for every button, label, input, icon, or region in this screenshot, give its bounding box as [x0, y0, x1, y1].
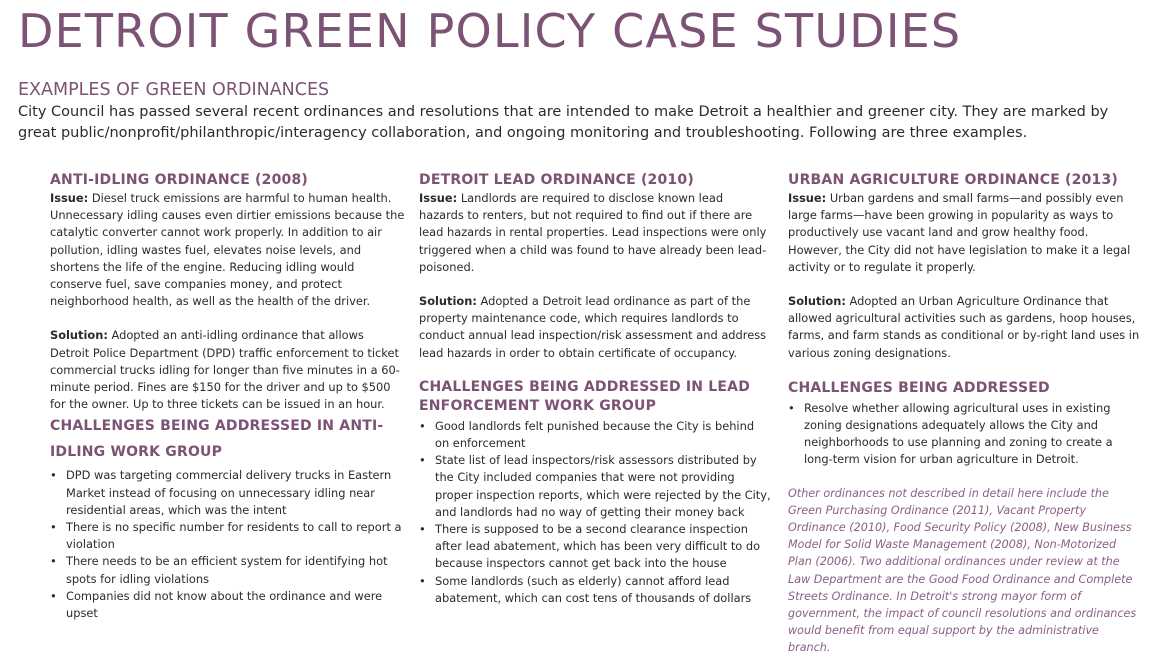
- list-item: • There is no specific number for residents to call to report a violation: [50, 519, 406, 553]
- solution-label: Solution:: [419, 294, 477, 309]
- solution-label: Solution:: [788, 294, 846, 309]
- section-subtitle: EXAMPLES OF GREEN ORDINANCES: [18, 80, 330, 100]
- urban-agriculture-heading: URBAN AGRICULTURE ORDINANCE (2013): [788, 172, 1118, 188]
- list-item: • There is supposed to be a second clearance inspection after lead abatement, which has been very difficult to do because inspectors cannot get back into the house: [419, 521, 771, 573]
- issue-label: Issue:: [50, 191, 89, 205]
- issue-label: Issue:: [419, 191, 458, 205]
- lead-challenges-heading: CHALLENGES BEING ADDRESSED IN LEAD ENFORCEMENT WORK GROUP: [419, 378, 751, 414]
- urban-agriculture-challenges-heading: CHALLENGES BEING ADDRESSED: [788, 379, 1050, 396]
- list-item: • State list of lead inspectors/risk assessors distributed by the City included companies that were not providing proper inspection reports, which were rejected by the City, and landlords had no way of getting their money back: [419, 452, 771, 521]
- list-item: • DPD was targeting commercial delivery trucks in Eastern Market instead of focusing on unnecessary idling near residential areas, which was the intent: [50, 467, 406, 519]
- lead-solution-text: Adopted a Detroit lead ordinance as part of the property maintenance code, which requires landlords to conduct annual lead inspection/risk assessment and address lead hazards in order to obtain certificate of occupancy.: [419, 294, 767, 360]
- lead-heading: DETROIT LEAD ORDINANCE (2010): [419, 172, 694, 188]
- page-title: DETROIT GREEN POLICY CASE STUDIES: [18, 4, 962, 58]
- other-ordinances-note: Other ordinances not described in detail here include the Green Purchasing Ordinance (2011), Vacant Property Ordinance (2010), Food Security Policy (2008), New Business Model for Solid Waste Management (2008), Non-Motorized Plan (2006). Two additional ordinances under review at the Law Department are the Good Food Ordinance and Complete Streets Ordinance. In Detroit's strong mayor form of government, the impact of council resolutions and ordinances would benefit from equal support by the administrative branch.: [788, 486, 1137, 655]
- lead-solution: [419, 293, 771, 362]
- lead-challenges-list: [419, 418, 771, 607]
- anti-idling-heading: ANTI-IDLING ORDINANCE (2008): [50, 172, 309, 188]
- anti-idling-challenges-list: [50, 467, 406, 622]
- lead-issue: [419, 190, 771, 276]
- column-anti-idling: [50, 170, 406, 622]
- list-item: • Companies did not know about the ordinance and were upset: [50, 588, 406, 622]
- column-urban-agriculture: [788, 170, 1140, 657]
- urban-agriculture-issue-text: Urban gardens and small farms—and possibly even large farms—have been growing in popularity as ways to productively use vacant land and grow healthy food. However, the City did not have legislation to make it a legal activity or to regulate it properly.: [788, 191, 1131, 274]
- urban-agriculture-challenges-list: [788, 400, 1140, 469]
- list-item: • Good landlords felt punished because the City is behind on enforcement: [419, 418, 771, 452]
- urban-agriculture-solution: [788, 293, 1140, 362]
- list-item: • Some landlords (such as elderly) cannot afford lead abatement, which can cost tens of thousands of dollars: [419, 573, 771, 607]
- intro-paragraph: City Council has passed several recent ordinances and resolutions that are intended to make Detroit a healthier and greener city. They are marked by great public/nonprofit/philanthropic/interagency collaboration, and ongoing monitoring and troubleshooting. Following are three examples.: [18, 104, 1109, 141]
- anti-idling-challenges-heading: CHALLENGES BEING ADDRESSED IN ANTI-IDLING WORK GROUP: [50, 418, 384, 461]
- anti-idling-issue-text: Diesel truck emissions are harmful to human health. Unnecessary idling causes even dirtier emissions because the catalytic converter cannot work properly. In addition to air pollution, idling wastes fuel, elevates noise levels, and shortens the life of the engine. Reducing idling would conserve fuel, save companies money, and protect neighborhood health, as well as the health of the driver.: [50, 191, 405, 309]
- anti-idling-solution: [50, 327, 406, 413]
- list-item: • There needs to be an efficient system for identifying hot spots for idling violations: [50, 553, 406, 587]
- anti-idling-issue: [50, 190, 406, 310]
- column-lead: [419, 170, 771, 607]
- issue-label: Issue:: [788, 191, 827, 205]
- urban-agriculture-solution-text: Adopted an Urban Agriculture Ordinance that allowed agricultural activities such as gardens, hoop houses, farms, and farm stands as conditional or by-right land uses in various zoning designations.: [788, 294, 1140, 360]
- urban-agriculture-issue: [788, 190, 1140, 276]
- list-item: • Resolve whether allowing agricultural uses in existing zoning designations adequately allows the City and neighborhoods to use planning and zoning to create a long-term vision for urban agriculture in Detroit.: [788, 400, 1140, 469]
- solution-label: Solution:: [50, 328, 108, 343]
- anti-idling-solution-text: Adopted an anti-idling ordinance that allows Detroit Police Department (DPD) traffic enforcement to ticket commercial trucks idling for longer than five minutes in a 60-minute period. Fines are $150 for the driver and up to $500 for the owner. Up to three tickets can be issued in an hour.: [50, 328, 400, 412]
- lead-issue-text: Landlords are required to disclose known lead hazards to renters, but not required to find out if there are lead hazards in rental properties. Lead inspections were only triggered when a child was found to have already been lead-poisoned.: [419, 191, 767, 274]
